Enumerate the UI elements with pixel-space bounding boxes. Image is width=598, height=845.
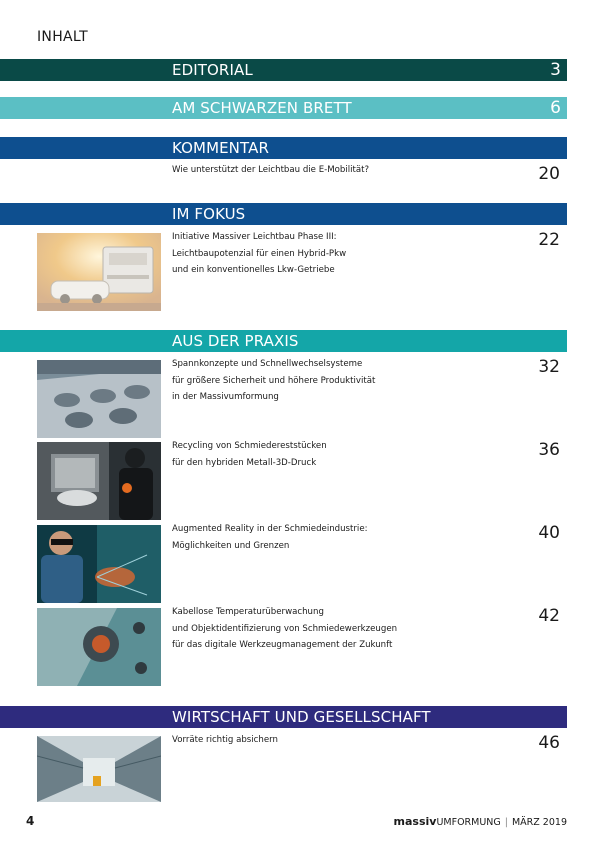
toc-entry-kommentar[interactable]: Wie unterstützt der Leichtbau die E-Mobilität? <box>172 165 370 175</box>
section-page-number: 3 <box>550 60 561 80</box>
forging-tool-photo[interactable] <box>37 608 161 686</box>
section-title: AUS DER PRAXIS <box>172 332 299 350</box>
footer-separator: | <box>504 817 508 828</box>
toc-entry-page-number: 32 <box>538 357 560 377</box>
toc-entry-page-number: 42 <box>538 606 560 626</box>
clamping-plate-photo[interactable] <box>37 360 161 438</box>
toc-entry-page-number: 40 <box>538 523 560 543</box>
truck-illustration[interactable] <box>37 233 161 311</box>
footer-brand-issue <box>394 815 567 828</box>
issue-date: MÄRZ 2019 <box>511 817 567 828</box>
toc-entry-praxis-2[interactable]: Recycling von Schmiedereststücken für den hybriden Metall-3D-Druck <box>172 441 327 468</box>
brand-name-rest: UMFORMUNG <box>436 817 501 828</box>
warehouse-photo[interactable] <box>37 736 161 802</box>
toc-entry-fokus[interactable]: Initiative Massiver Leichtbau Phase III: Leichtbaupotenzial für einen Hybrid-Pkw und ein konventionelles Lkw-Getriebe <box>172 232 347 275</box>
section-bar-editorial[interactable] <box>0 59 567 81</box>
toc-entry-page-number: 36 <box>538 440 560 460</box>
section-title: IM FOKUS <box>172 205 246 223</box>
toc-entry-praxis-1[interactable]: Spannkonzepte und Schnellwechselsysteme für größere Sicherheit und höhere Produktivität in der Massivumformung <box>172 359 376 402</box>
3d-printing-operator-photo[interactable] <box>37 442 161 520</box>
toc-entry-page-number: 46 <box>538 733 560 753</box>
toc-entry-page-number: 20 <box>538 164 560 184</box>
section-bar-fokus <box>0 203 567 225</box>
section-title: EDITORIAL <box>172 61 253 79</box>
section-bar-brett[interactable] <box>0 97 567 119</box>
section-title: WIRTSCHAFT UND GESELLSCHAFT <box>172 708 431 726</box>
page-number: 4 <box>26 814 35 828</box>
section-title: KOMMENTAR <box>172 139 269 157</box>
toc-entry-praxis-3[interactable]: Augmented Reality in der Schmiedeindustrie: Möglichkeiten und Grenzen <box>172 524 368 551</box>
section-bar-praxis <box>0 330 567 352</box>
section-page-number: 6 <box>550 98 561 118</box>
brand-name-bold: massiv <box>393 815 437 828</box>
section-bar-wirtschaft <box>0 706 567 728</box>
contents-heading: INHALT <box>37 29 88 45</box>
toc-entry-praxis-4[interactable]: Kabellose Temperaturüberwachung und Objektidentifizierung von Schmiedewerkzeugen für das digitale Werkzeugmanagement der Zukunft <box>172 607 398 650</box>
toc-entry-page-number: 22 <box>538 230 560 250</box>
section-title: AM SCHWARZEN BRETT <box>172 99 352 117</box>
ar-glasses-photo[interactable] <box>37 525 161 603</box>
toc-entry-wirtschaft[interactable]: Vorräte richtig absichern <box>172 735 278 745</box>
section-bar-kommentar <box>0 137 567 159</box>
